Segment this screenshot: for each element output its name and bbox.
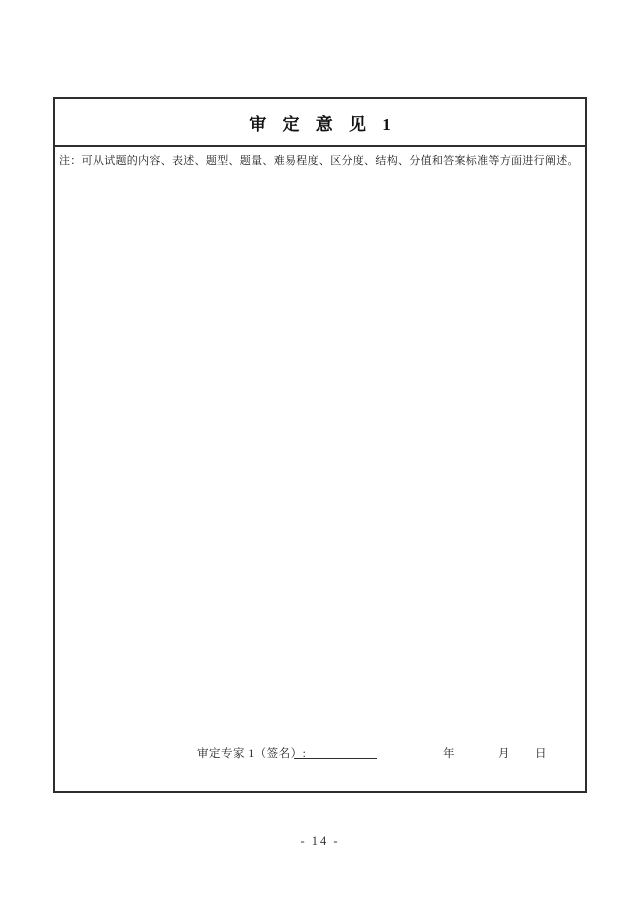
page-number: - 14 - [300, 834, 340, 848]
instruction-note: 注：可从试题的内容、表述、题型、题量、难易程度、区分度、结构、分值和答案标准等方面进行阐述。 [59, 155, 579, 167]
month-label: 月 [498, 748, 510, 760]
form-title-row [55, 99, 585, 147]
review-opinion-form-box [53, 97, 587, 793]
signature-row [55, 745, 585, 761]
year-label: 年 [443, 748, 455, 760]
signature-label: 审定专家 1（签名）: [197, 748, 307, 760]
day-label: 日 [535, 748, 547, 760]
signature-blank-line [294, 745, 377, 759]
form-title: 审 定 意 见 1 [249, 114, 397, 134]
form-body-area [55, 147, 585, 791]
